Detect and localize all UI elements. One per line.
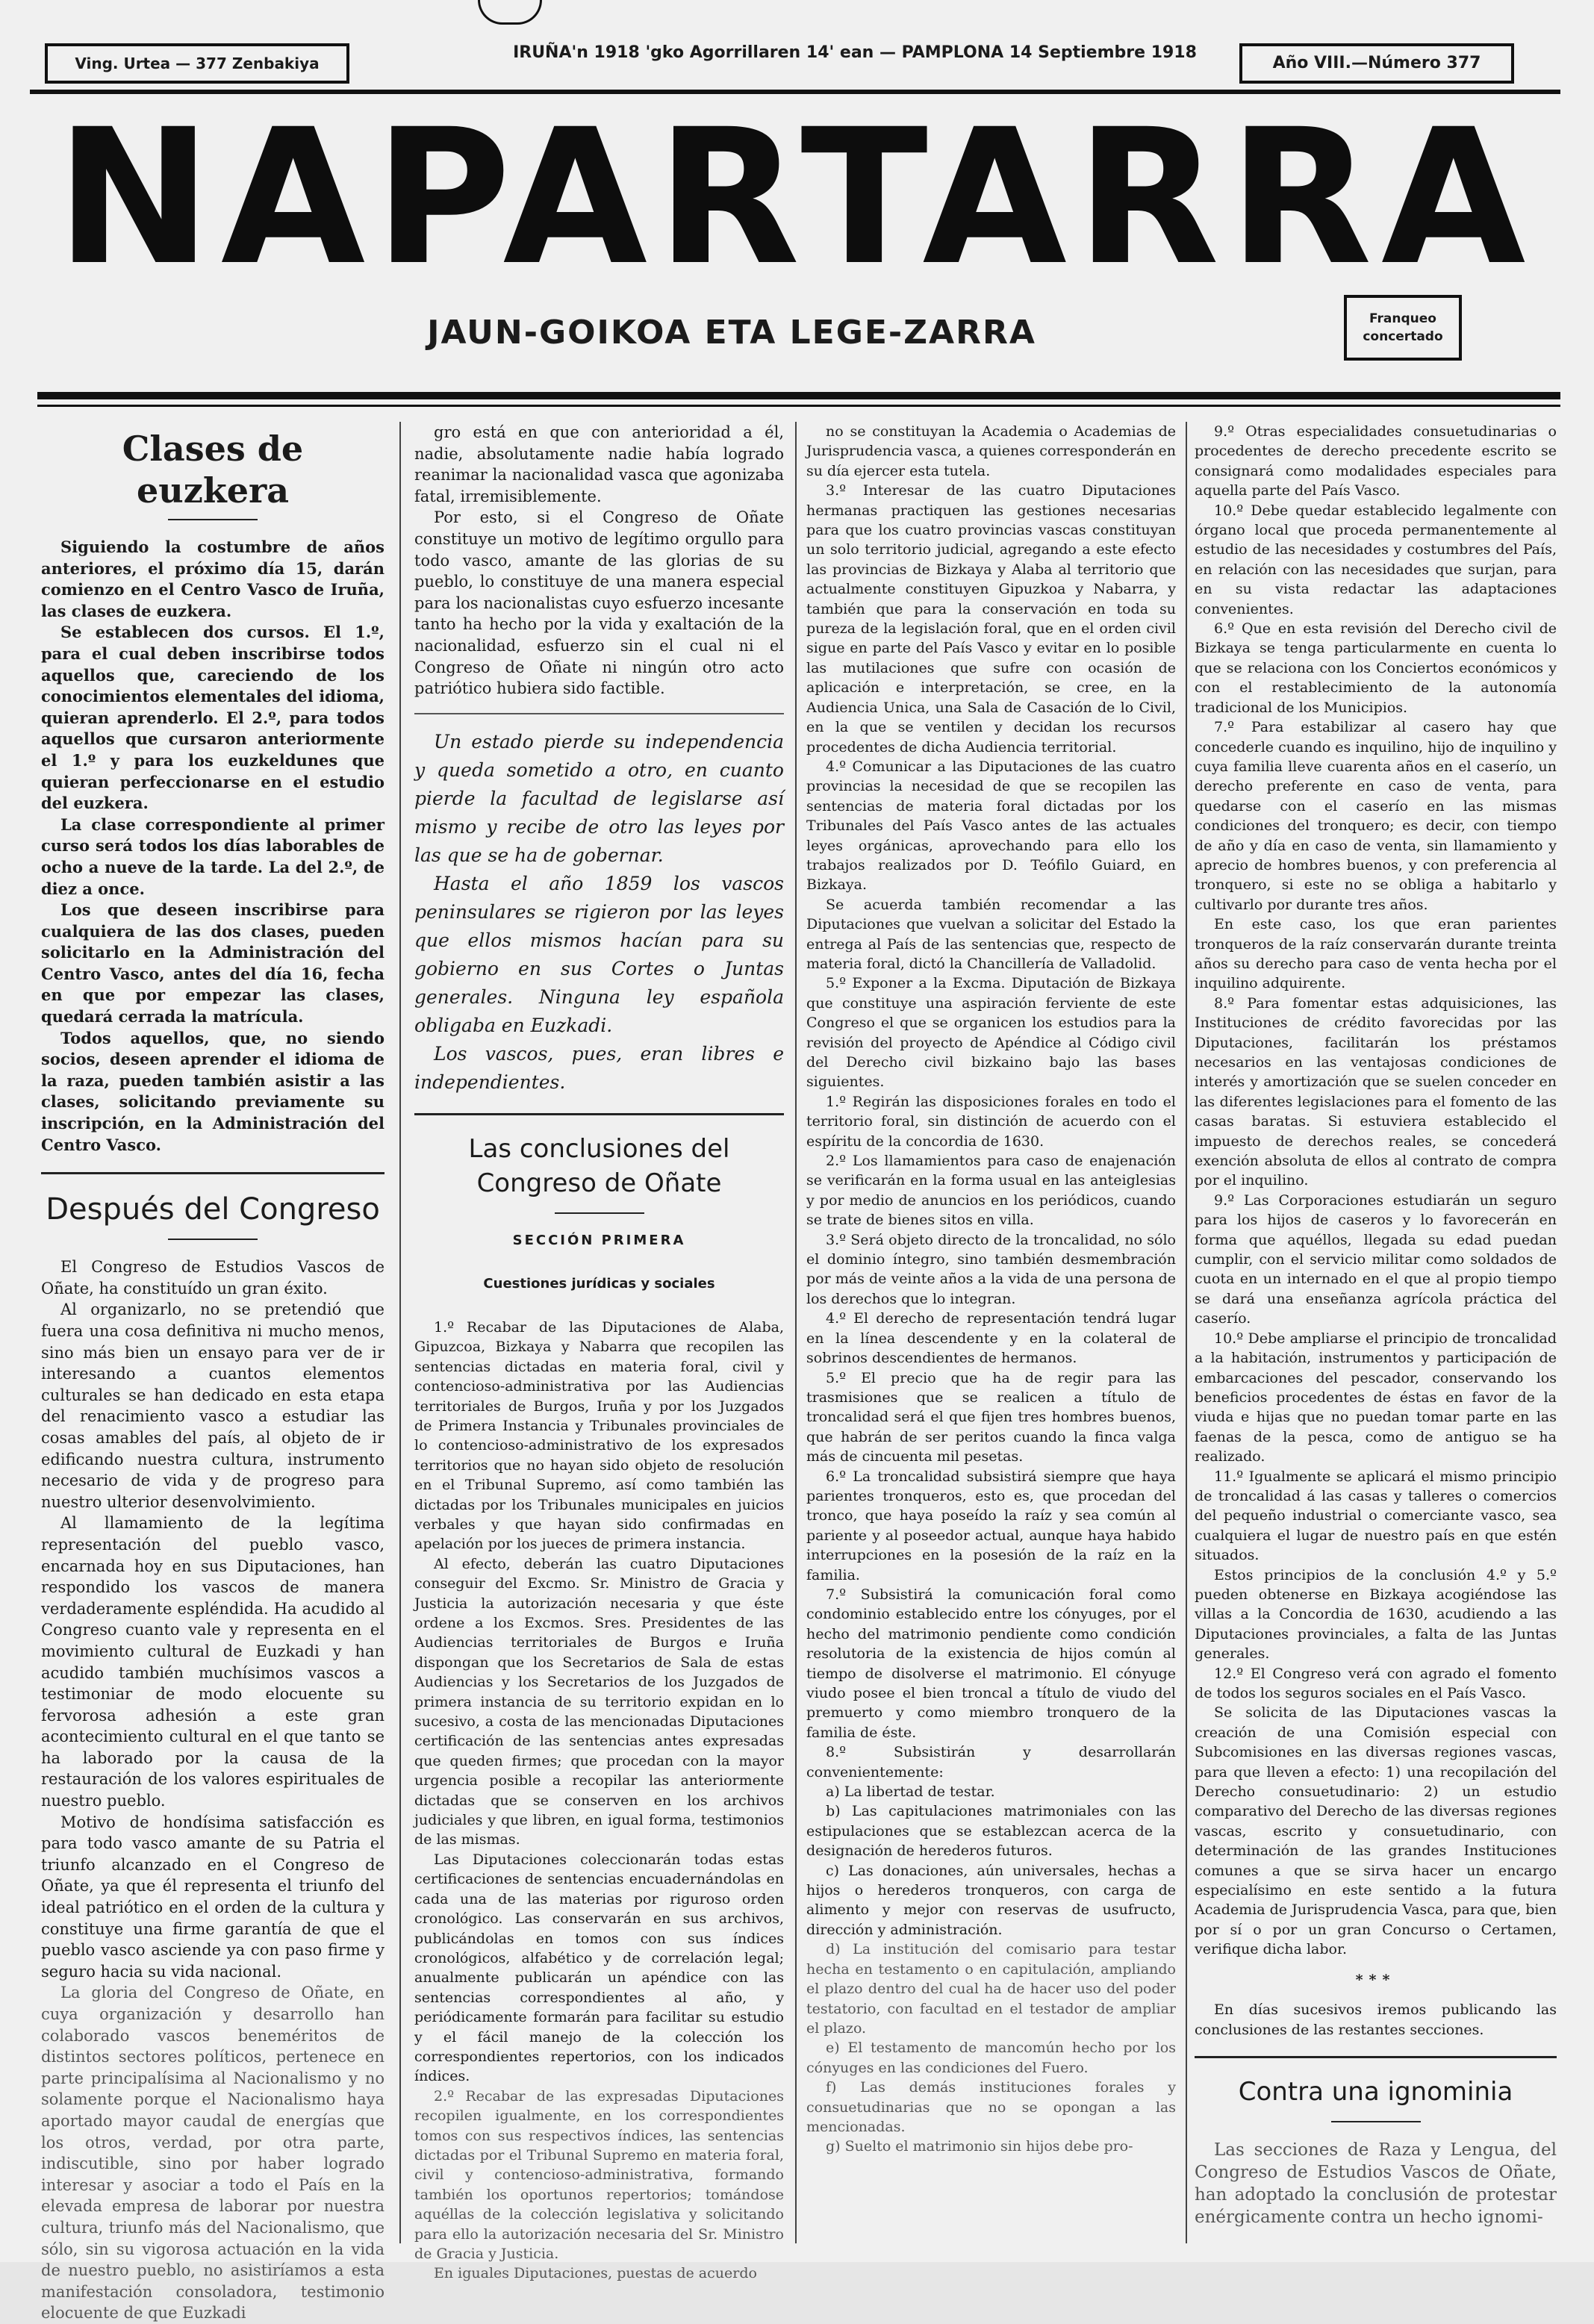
paragraph: Al llamamiento de la legítima representación del pueblo vasco, encarnada hoy en sus Diputaciones, han respondido los vascos de manera verdaderamente espléndida. Ha acudido al Congreso cuanto vale y representa en el movimiento cultural de Euzkadi y han acudido también muchísimos vascos a testimoniar de modo elocuente su fervorosa adhesión a este gran acontecimiento cultural en el que tanto se ha laborado por la causa de la restauración de los valores espirituales de nuestro pueblo. xyxy=(41,1514,385,1810)
article-body-clases xyxy=(41,537,385,1156)
paragraph: Las Diputaciones coleccionarán todas estas certificaciones de sentencias encuadernándolas en cada una de las materias por riguroso orden cronológico. Las conservarán en sus archivos, publicándolas en tomos con sus índices cronológicos, alfabético y de correlación legal; anualmente publicarán un apéndice con las sentencias correspondientes al año, y periódicamente formarán para facilitar su estudio y el fácil manejo de la colección los correspondientes repertorios, con los indicados índices. xyxy=(414,1851,784,2085)
paragraph: 8.º Para fomentar estas adquisiciones, las Instituciones de crédito favorecidas por las Diputaciones, facilitarán los préstamos necesarios en las ventajosas condiciones de interés y amortización que se suelen conceder en las diferentes legislaciones para el fomento de las casas baratas. Si estuviera establecido el impuesto de derechos reales, se concederá exención absoluta de ellos al contrato de compra por el inquilino. xyxy=(1195,994,1557,1189)
subsection-heading: Cuestiones jurídicas y sociales xyxy=(483,1276,715,1292)
paragraph: Estos principios de la conclusión 4.º y 5.º pueden obtenerse en Bizkaya acogiéndose las villas a la Concordia de 1630, acudiendo a las Diputaciones provinciales, a falta de las Juntas generales. xyxy=(1195,1566,1557,1663)
title-dash xyxy=(168,1239,258,1240)
paragraph: Motivo de hondísima satisfacción es para todo vasco amante de su Patria el triunfo alcanzado en el Congreso de Oñate, ya que él representa el triunfo del ideal patriótico en el orden de la cultura y constituye una firme garantía de que el pueblo vasco asciende ya con paso firme y seguro hacia su vida nacional. xyxy=(41,1813,385,1981)
paragraph: 2.º Los llamamientos para caso de enajenación se verificarán en la forma usual en las anteiglesias y por medio de anuncios en los periódicos, cuando se trate de bienes sitos en villa. xyxy=(806,1153,1176,1229)
postage-line-1: Franqueo xyxy=(1369,311,1436,326)
paragraph: d) La institución del comisario para testar hecha en testamento o en capitulación, ampliando el plazo dentro del cual ha de hacer uso del poder testatorio, con facultad en el testador de ampliar el plazo. xyxy=(806,1941,1176,2037)
column-divider xyxy=(399,422,401,2243)
paragraph: Por esto, si el Congreso de Oñate constituye un motivo de legítimo orgullo para todo vasco, amante de las glorias de su pueblo, lo constituye de una manera especial para los nacionalistas cuyo esfuerzo incesante tanto ha hecho por la vida y exaltación de la nacionalidad, esfuerzo sin el cual ni el Congreso de Oñate ni ningún otro acto patriótico hubiera sido factible. xyxy=(414,508,784,698)
paragraph: f) Las demás instituciones forales y consuetudinarias que no se opongan a las mencionadas. xyxy=(806,2079,1176,2135)
closing-note: En días sucesivos iremos publicando las conclusiones de las restantes secciones. xyxy=(1195,2001,1557,2038)
article-title-despues: Después del Congreso xyxy=(46,1192,380,1227)
paragraph: En iguales Diputaciones, puestas de acuerdo xyxy=(434,2265,757,2282)
paragraph: Siguiendo la costumbre de años anteriores, el próximo día 15, darán comienzo en el Centro Vasco de Iruña, las clases de euzkera. xyxy=(41,538,385,620)
paragraph: 4.º El derecho de representación tendrá lugar en la línea descendente y en la colateral de sobrinos descendientes de hermanos. xyxy=(806,1310,1176,1367)
paragraph: 3.º Interesar de las cuatro Diputaciones hermanas practiquen las gestiones necesarias para que los cuatro provincias vascas constituyan un solo territorio judicial, agregando a este efecto las provincias de Bizkaya y Alaba al territorio que actualmente constituyen Gipuzkoa y Nabarra, y también que para la conservación en toda su pureza de la legislación foral, que en el orden civil sigue en parte del País Vasco y evitar en lo posible las mutilaciones que sufre con ocasión de aplicación e interpretación, se cree, en la Audiencia Unica, una Sala de Casación de lo Civil, en la que se ventilen y decidan los recursos procedentes de dicha Audiencia territorial. xyxy=(806,482,1176,756)
article-body-conclusiones xyxy=(414,1318,784,2284)
paragraph: Las secciones de Raza y Lengua, del Congreso de Estudios Vascos de Oñate, han adoptado la conclusión de protestar enérgicamente contra un hecho ignomi- xyxy=(1195,2140,1557,2227)
paragraph: La clase correspondiente al primer curso será todos los días laborables de ocho a nueve de la tarde. La del 2.º, de diez a once. xyxy=(41,814,385,898)
paragraph: 8.º Subsistirán y desarrollarán convenientemente: xyxy=(806,1744,1176,1781)
column-divider xyxy=(795,422,797,2243)
paragraph: 9.º Las Corporaciones estudiarán un seguro para los hijos de caseros y lo favorecerán en forma que aquéllos, llegada su edad puedan cumplir, con el servicio militar como soldados de cuota en un internado en el que al propio tiempo se dará una enseñanza agrícola práctica del caserío. xyxy=(1195,1191,1557,1327)
binding-hole-mark xyxy=(478,0,542,25)
dateline: IRUÑA'n 1918 'gko Agorrillaren 14' ean — PAMPLONA 14 Septiembre 1918 xyxy=(513,43,1197,62)
paragraph: Los vascos, pues, eran libres e independientes. xyxy=(414,1042,784,1093)
title-dash xyxy=(168,519,258,520)
paragraph: 2.º Recabar de las expresadas Diputaciones recopilen igualmente, en los correspondientes tomos con sus respectivos índices, las sentencias dictadas por el Tribunal Supremo en materia foral, civil y contencioso-administrativa, formando también los oportunos repertorios; tomándose aquéllas de la colección legislativa y solicitando para ello la autorización necesaria del Sr. Ministro de Gracia y Justicia. xyxy=(414,2087,784,2262)
column-3 xyxy=(806,422,1176,2243)
paragraph: Se establecen dos cursos. El 1.º, para el cual deben inscribirse todos aquellos que, careciendo de los conocimientos elementales del idioma, quieran aprenderlo. El 2.º, para todos aquellos que cursaron anteriormente el 1.º y para los euzkeldunes que quieran perfeccionarse en el estudio del euzkera. xyxy=(41,623,385,813)
paragraph: Se acuerda también recomendar a las Diputaciones que vuelvan a solicitar del Estado la entrega al País de las sentencias que, respecto de materia foral, dictó la Chancillería de Valladolid. xyxy=(806,896,1176,972)
paragraph: 12.º El Congreso verá con agrado el fomento de todos los seguros sociales en el País Vasco. xyxy=(1195,1665,1557,1701)
issue-box-basque: Ving. Urtea — 377 Zenbakiya xyxy=(45,43,349,84)
separator xyxy=(414,713,784,714)
paragraph: e) El testamento de mancomún hecho por los cónyuges en las condiciones del Fuero. xyxy=(806,2040,1176,2076)
paragraph: 7.º Subsistirá la comunicación foral como condominio establecido entre los cónyuges, por el hecho del matrimonio pendiente como condición resolutoria de la existencia de hijos común al tiempo de disolverse el matrimonio. El cónyuge viudo posee el bien troncal a título de viudo del premuerto y como miembro tronquero de la familia de éste. xyxy=(806,1586,1176,1741)
paragraph: g) Suelto el matrimonio sin hijos debe pro- xyxy=(826,2138,1133,2155)
header-strip xyxy=(30,36,1531,88)
masthead-motto: JAUN-GOIKOA ETA LEGE-ZARRA xyxy=(427,314,1036,352)
paragraph: 9.º Otras especialidades consuetudinarias o procedentes de derecho precedente escrito se consignará como modalidades especiales para aquella parte del País Vasco. xyxy=(1195,423,1557,499)
postage-box xyxy=(1344,295,1462,361)
article-separator xyxy=(41,1172,385,1174)
article-body-despues xyxy=(41,1256,385,2324)
column-1 xyxy=(41,422,385,2323)
paragraph: Al efecto, deberán las cuatro Diputaciones conseguir del Excmo. Sr. Ministro de Gracia y Justicia la autorización necesaria y que éste ordene a los Excmos. Sres. Presidentes de las Audiencias territoriales de Burgos e Iruña dispongan que los Secretarios de Sala de estas Audiencias y los Secretarios de los Juzgados de primera instancia de su territorio expidan en lo sucesivo, a costa de las mencionadas Diputaciones certificación de las sentencias antes expresadas que queden firmes; que procedan con la mayor urgencia posible a recopilar las anteriormente dictadas que se conserven en los archivos judiciales y que libren, en igual forma, testimonios de las mismas. xyxy=(414,1555,784,1848)
paragraph: Un estado pierde su independencia y queda sometido a otro, en cuanto pierde la facultad de legislarse así mismo y recibe de otro las leyes por las que se ha de gobernar. xyxy=(414,730,784,866)
paragraph: 6.º La troncalidad subsistirá siempre que haya parientes tronqueros, esto es, que procedan del tronco, que haya poseído la raíz y sea común al pariente y al poseedor actual, aunque haya habido interrupciones en la posesión de la raíz en la familia. xyxy=(806,1468,1176,1583)
paragraph: El Congreso de Estudios Vascos de Oñate, ha constituído un gran éxito. xyxy=(41,1258,385,1297)
masthead-rule-thick xyxy=(37,392,1560,399)
column-4 xyxy=(1195,422,1557,2243)
paragraph: 10.º Debe quedar establecido legalmente con órgano local que proceda permanentemente al estudio de las necesidades y costumbres del País, en relación con las necesidades que surjan, para en su vista redactar las adaptaciones convenientes. xyxy=(1195,502,1557,617)
paragraph: 3.º Será objeto directo de la troncalidad, no sólo el dominio íntegro, sino también desmembración por más de veinte años a la vida de una persona de los derechos que lo integran. xyxy=(806,1231,1176,1307)
article-separator xyxy=(414,1113,784,1115)
article-continuation xyxy=(414,422,784,700)
section-heading: SECCIÓN PRIMERA xyxy=(512,1232,686,1248)
title-dash xyxy=(1331,2121,1421,2122)
article-separator xyxy=(1195,2056,1557,2058)
paragraph: Al organizarlo, no se pretendió que fuera una cosa definitiva ni mucho menos, sino más bien un ensayo para ver de ir interesando a cuantos elementos culturales se han dedicado en esta etapa del renacimiento vasco a estudiar las cosas amables del país, al objeto de ir edificando nuestra cultura, instrumento necesario de vida y de progreso para nuestro ulterior desenvolvimiento. xyxy=(41,1300,385,1511)
paragraph: Hasta el año 1859 los vascos peninsulares se rigieron por las leyes que ellos mismos hacían para su gobierno en sus Cortes o Juntas generales. Ninguna ley española obligaba en Euzkadi. xyxy=(414,872,784,1036)
paragraph: 10.º Debe ampliarse el principio de troncalidad a la habitación, instrumentos y participación de embarcaciones del pescador, conservando los beneficios procedentes de éstas en favor de la viuda e hijas que no puedan tomar parte en las faenas de la pesca, como de antiguo se ha realizado. xyxy=(1195,1330,1557,1465)
paragraph: gro está en que con anterioridad a él, nadie, absolutamente nadie había logrado reanimar la nacionalidad vasca que agonizaba fatal, irremisiblemente. xyxy=(414,423,784,505)
paragraph: c) Las donaciones, aún universales, hechas a hijos o herederos tronqueros, con carga de alimento y mejor con reservas de usufructo, dirección y administración. xyxy=(806,1862,1176,1938)
italic-note xyxy=(414,728,784,1097)
section-stars: *** xyxy=(1355,1971,1396,1988)
paragraph: Los que deseen inscribirse para cualquiera de las dos clases, pueden solicitarlo en la Administración del Centro Vasco, antes del día 16, fecha en que por empezar las clases, quedará cerrada la matrícula. xyxy=(41,900,385,1027)
article-title-clases: Clases de euzkera xyxy=(122,429,304,511)
paragraph: 7.º Para estabilizar al casero hay que concederle cuando es inquilino, hijo de inquilino y cuya familia lleve cuarenta años en el caserío, un derecho preferente en caso de venta, para quedarse con el caserío en las mismas condiciones del tronquero; es decir, con tiempo de año y día en caso de venta, sin llamamiento y aprecio de hombres buenos, y con preferencia al tronquero, si este no se obliga a habitarlo y cultivarlo por durante tres años. xyxy=(1195,719,1557,913)
paragraph: 1.º Regirán las disposiciones forales en todo el territorio foral, sin distinción de acuerdo con el espíritu de la concordia de 1630. xyxy=(806,1093,1176,1150)
masthead-title: NAPARTARRA xyxy=(55,89,1535,306)
column-divider xyxy=(1186,422,1187,2243)
paragraph: 5.º Exponer a la Excma. Diputación de Bizkaya que constituye una aspiración ferviente de este Congreso el que se organicen los estudios para la revisión del proyecto de Apéndice al Código civil del Derecho civil bizkaino bajo las bases siguientes. xyxy=(806,975,1176,1091)
paragraph: La gloria del Congreso de Oñate, en cuya organización y desarrollo han colaborado vascos beneméritos de distintos sectores políticos, pertenece en parte principalísima al Nacionalismo y no solamente porque el Nacionalismo haya aportado mayor caudal de energías que los otros, verdad, por otra parte, indiscutible, sino por haber logrado interesar y asociar a todo el País en la elevada empresa de laborar por nuestra cultura, triunfo más del Nacionalismo, que sólo, sin su vigorosa actuación en la vida de nuestro pueblo, no asistiríamos a esta manifestación consoladora, testimonio elocuente de que Euzkadi xyxy=(41,1984,385,2323)
paragraph: b) Las capitulaciones matrimoniales con las estipulaciones que se establezcan acerca de la designación de herederos futuros. xyxy=(806,1803,1176,1860)
issue-box-spanish: Año VIII.—Número 377 xyxy=(1239,43,1514,84)
paragraph: 5.º El precio que ha de regir para las trasmisiones que se realicen a título de troncalidad será el que fijen tres hombres buenos, que habrán de ser peritos cuando la finca valga más de cincuenta mil pesetas. xyxy=(806,1369,1176,1465)
paragraph: a) La libertad de testar. xyxy=(826,1784,995,1801)
masthead-rule-thin xyxy=(37,405,1560,407)
postage-line-2: concertado xyxy=(1363,329,1443,344)
column-2 xyxy=(414,422,784,2282)
article-title-ignominia: Contra una ignominia xyxy=(1238,2076,1513,2107)
paragraph: 6.º Que en esta revisión del Derecho civil de Bizkaya se tenga particularmente en cuenta lo que se relaciona con los Conciertos económicos y con el restablecimiento de la autonomía tradicional de los Municipios. xyxy=(1195,620,1557,716)
title-dash xyxy=(555,1212,644,1214)
paragraph: 4.º Comunicar a las Diputaciones de las cuatro provincias la necesidad de que se recopilen las sentencias de materia foral dictadas por los Tribunales del País Vasco antes de las actuales leyes orgánicas, aprovechando para ello los trabajos realizados por D. Teófilo Guiard, en Bizkaya. xyxy=(806,758,1176,894)
paragraph: Se solicita de las Diputaciones vascas la creación de una Comisión especial con Subcomisiones en las diversas regiones vascas, para que lleven a efecto: 1) una recopilación del Derecho consuetudinario: 2) un estudio comparativo del Derecho de las diversas regiones vascas, escrito y consuetudinario, con determinación de las grandes Instituciones comunes a que se sirva hacer un encargo especialísimo en este sentido a la futura Academia de Jurisprudencia Vasca, para que, bien por sí o por un gran Concurso o Certamen, verifique dicha labor. xyxy=(1195,1704,1557,1958)
paragraph: Todos aquellos, que, no siendo socios, deseen aprender el idioma de la raza, pueden también asistir a las clases, solicitando previamente su inscripción, en la Administración del Centro Vasco. xyxy=(41,1028,385,1154)
article-title-conclusiones: Las conclusiones del Congreso de Oñate xyxy=(468,1133,730,1198)
paragraph: no se constituyan la Academia o Academias de Jurisprudencia vasca, a quienes corresponderán en su día ejercer esta tutela. xyxy=(806,423,1176,479)
paragraph: En este caso, los que eran parientes tronqueros de la raíz conservarán durante treinta años su derecho para caso de venta hecha por el inquilino adquirente. xyxy=(1195,916,1557,992)
paragraph: 11.º Igualmente se aplicará el mismo principio de troncalidad á las casas y talleres o comercios del pequeño industrial o comerciante vasco, sea cualquiera el lugar de nuestro país en que estén situados. xyxy=(1195,1468,1557,1564)
paragraph: 1.º Recabar de las Diputaciones de Alaba, Gipuzcoa, Bizkaya y Nabarra que recopilen las sentencias dictadas en materia foral, civil y contencioso-administrativa por las Audiencias territoriales de Burgos, Iruña y por los Juzgados de Primera Instancia y Tribunales provinciales de lo contencioso-administrativo de los expresados territorios que no hayan sido objeto de resolución en el Tribunal Supremo, así como también las dictadas por los Tribunales municipales en juicios verbales y que hayan sido confirmadas en apelación por los jueces de primera instancia. xyxy=(414,1318,784,1553)
